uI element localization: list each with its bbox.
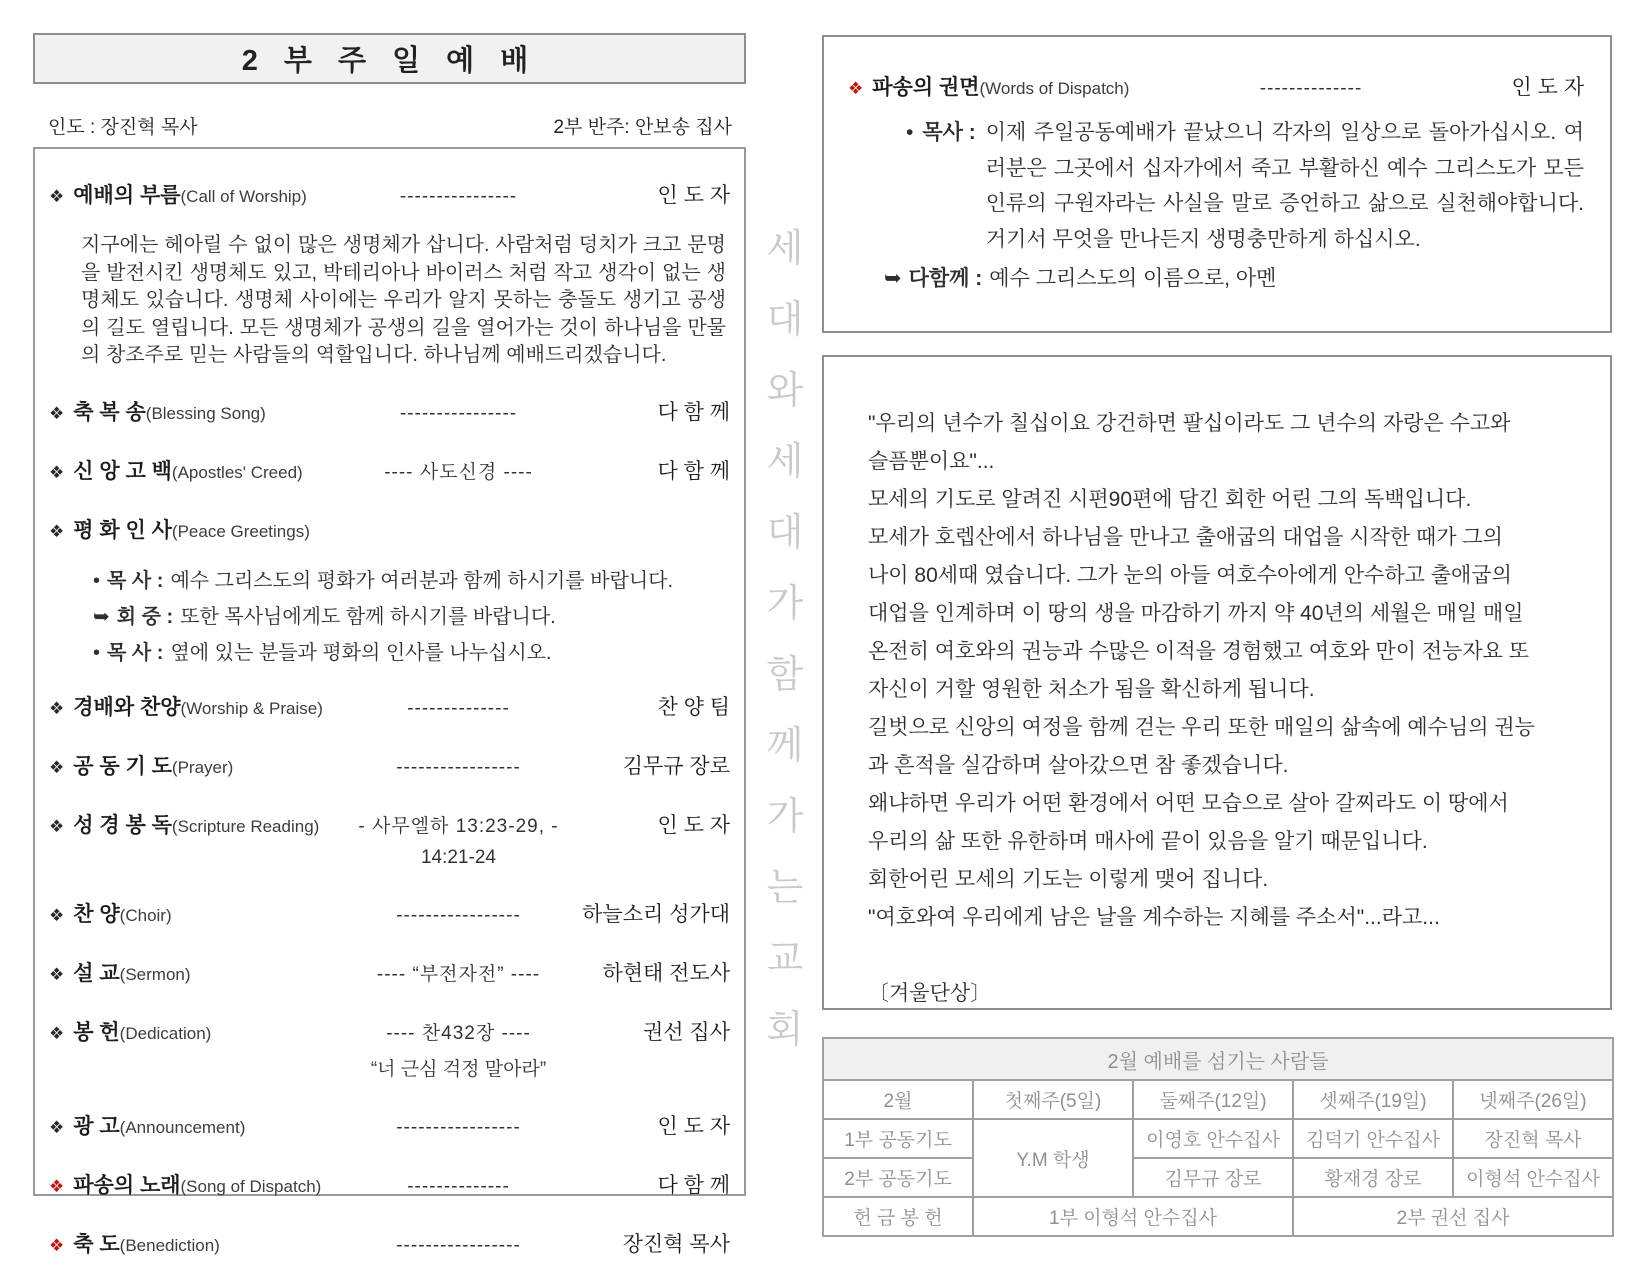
item-title-ko: 축 복 송 [73, 400, 146, 424]
worship-item-dispatch-song [49, 1169, 730, 1199]
speaker-label: 회 중 : [116, 605, 174, 628]
item-title-en: (Sermon) [119, 964, 191, 984]
item-performer: 하현태 전도사 [602, 961, 730, 985]
row-label: 헌 금 봉 헌 [823, 1197, 973, 1236]
item-title-ko: 평 화 인 사 [73, 518, 172, 542]
call-of-worship-text: 지구에는 헤아릴 수 없이 많은 생명체가 삽니다. 사람처럼 덩치가 크고 문명을 발전시킨 생명체도 있고, 박테리아나 바이러스 처럼 작고 생각이 없는 생명체도 있습니다. 생명체 사이에는 우리가 알지 못하는 충돌도 생기고 공생의 길도 열립니다. 모든 생명체가 공생의 길을 열어가는 것이 하나님을 만물의 창조주로 믿는 사람들의 역할입니다. 하나님께 예배드리겠습니다. [81, 234, 726, 367]
table-cell: 이영호 안수집사 [1133, 1119, 1293, 1158]
leader-row [48, 112, 732, 139]
item-title-ko: 봉 헌 [73, 1020, 120, 1044]
dispatch-pastor-text: 이제 주일공동예배가 끝났으니 각자의 일상으로 돌아가십시오. 여러분은 그곳에서 십자가에서 죽고 부활하신 예수 그리스도가 모든 인류의 구원자라는 사실을 말로 증언하고 삶으로 실천해야합니다. 거기서 무엇을 만나든지 생명충만하게 하십시오. [985, 121, 1584, 252]
dialogue-text: 옆에 있는 분들과 평화의 인사를 나누십시오. [170, 641, 552, 664]
words-of-dispatch-box [822, 35, 1612, 333]
meditation-line: 과 흔적을 실감하며 살아갔으면 참 좋겠습니다. [868, 754, 1289, 777]
speaker-label: 목 사 : [107, 641, 164, 664]
item-title-ko: 경배와 찬양 [73, 695, 181, 719]
item-performer: 하늘소리 성가대 [582, 902, 730, 926]
watermark-char: 와 [766, 370, 804, 412]
table-row [823, 1158, 1613, 1197]
diamond-bullet-icon: ❖ [49, 757, 65, 777]
item-dashes: -------------- [1259, 78, 1363, 99]
item-performer: 인 도 자 [657, 1114, 730, 1138]
item-title-en: (Call of Worship) [180, 187, 307, 206]
serving-people-table [822, 1037, 1614, 1237]
item-title-en: (Prayer) [171, 757, 234, 777]
worship-item-scripture [49, 809, 730, 869]
hymn-number: ---- 찬432장 ---- [386, 1022, 531, 1044]
worship-item-praise [49, 691, 730, 721]
dialogue-line [93, 564, 730, 593]
item-dashes: -------------- [407, 1175, 510, 1197]
item-dashes: ---- 사도신경 ---- [384, 461, 533, 483]
watermark-char: 회 [766, 1009, 804, 1051]
service-leader: 인도 : 장진혁 목사 [48, 117, 198, 138]
item-dashes: -------------- [407, 697, 510, 719]
dialogue-line [93, 636, 730, 665]
item-performer: 인 도 자 [1511, 76, 1584, 99]
dot-bullet-icon: • [93, 641, 101, 664]
diamond-bullet-icon: ❖ [49, 521, 65, 541]
item-title-en: (Choir) [119, 905, 172, 925]
worship-item-benediction [49, 1228, 730, 1258]
meditation-line: 대업을 인계하며 이 땅의 생을 마감하기 까지 약 40년의 세월은 매일 매일 [868, 602, 1524, 625]
table-cell: 1부 이형석 안수집사 [973, 1197, 1293, 1236]
meditation-box [822, 355, 1612, 1010]
table-cell: 2부 권선 집사 [1293, 1197, 1613, 1236]
worship-item-prayer [49, 750, 730, 780]
table-cell: 김무규 장로 [1133, 1158, 1293, 1197]
item-title-ko: 공 동 기 도 [73, 754, 172, 778]
item-title-en: (Words of Dispatch) [979, 79, 1130, 98]
watermark-char: 는 [766, 867, 804, 909]
meditation-line: 길벗으로 신앙의 여정을 함께 걷는 우리 또한 매일의 삶속에 예수님의 권능 [868, 716, 1535, 739]
watermark-char: 가 [766, 796, 804, 838]
diamond-bullet-icon: ❖ [49, 816, 65, 836]
watermark-char: 세 [766, 441, 804, 483]
watermark-char: 가 [766, 583, 804, 625]
watermark-char: 교 [766, 938, 804, 980]
watermark-char: 함 [766, 654, 804, 696]
item-dashes: ----------------- [396, 1116, 521, 1138]
item-dashes: ----------------- [396, 756, 521, 778]
item-performer: 인 도 자 [657, 184, 730, 207]
worship-item-creed [49, 455, 730, 485]
item-title-en: (Worship & Praise) [180, 698, 323, 718]
diamond-bullet-icon: ❖ [49, 1235, 65, 1255]
item-title-en: (Scripture Reading) [171, 816, 320, 836]
table-title-row [823, 1038, 1613, 1080]
hymn-title: “너 근심 걱정 말아라” [370, 1058, 547, 1080]
table-row [823, 1119, 1613, 1158]
service-title: 2 부 주 일 예 배 [33, 33, 746, 84]
peace-greetings-dialogue [93, 564, 730, 665]
item-performer: 다 함 께 [657, 400, 730, 424]
item-performer: 김무규 장로 [622, 754, 730, 778]
watermark-char: 께 [766, 725, 804, 767]
col-header: 2월 [823, 1080, 973, 1119]
watermark-char: 대 [766, 512, 804, 554]
vertical-motto-watermark [762, 230, 808, 1082]
speaker-label: 목사 : [922, 121, 976, 144]
speaker-label: 다함께 : [908, 266, 983, 290]
meditation-signature: 〔겨울단상〕 [868, 982, 992, 1005]
diamond-bullet-icon: ❖ [848, 79, 864, 98]
diamond-bullet-icon: ❖ [49, 905, 65, 925]
item-dashes: ----------------- [396, 904, 521, 926]
watermark-char: 세 [766, 228, 804, 270]
item-performer: 권선 집사 [643, 1020, 730, 1044]
worship-item-sermon [49, 957, 730, 987]
reply-arrow-icon: ➥ [93, 605, 110, 628]
item-performer: 인 도 자 [657, 813, 730, 837]
worship-item-choir [49, 898, 730, 928]
meditation-line: "우리의 년수가 칠십이요 강건하면 팔십이라도 그 년수의 자랑은 수고와 [868, 412, 1511, 435]
item-dashes: ---------------- [399, 186, 518, 207]
order-of-worship-box [33, 147, 746, 1256]
worship-item-call [49, 179, 730, 209]
meditation-line: 자신이 거할 영원한 처소가 됨을 확신하게 됩니다. [868, 678, 1315, 701]
diamond-bullet-icon: ❖ [49, 964, 65, 984]
row-label: 1부 공동기도 [823, 1119, 973, 1158]
item-performer: 찬 양 팀 [657, 695, 730, 719]
item-title-ko: 축 도 [73, 1232, 120, 1256]
table-cell: Y.M 학생 [973, 1119, 1133, 1197]
item-title-ko: 설 교 [73, 961, 120, 985]
diamond-bullet-icon: ❖ [49, 462, 65, 482]
meditation-line [868, 937, 1572, 975]
table-cell: 김덕기 안수집사 [1293, 1119, 1453, 1158]
meditation-line: 모세가 호렙산에서 하나님을 만나고 출애굽의 대업을 시작한 때가 그의 [868, 526, 1503, 549]
diamond-bullet-icon: ❖ [49, 1117, 65, 1137]
watermark-char: 대 [766, 299, 804, 341]
col-header: 넷째주(26일) [1453, 1080, 1613, 1119]
item-title-ko: 성 경 봉 독 [73, 813, 172, 837]
diamond-bullet-icon: ❖ [49, 698, 65, 718]
diamond-bullet-icon: ❖ [49, 1176, 65, 1196]
row-label: 2부 공동기도 [823, 1158, 973, 1197]
item-dashes: ----------------- [396, 1234, 521, 1256]
meditation-line: 회한어린 모세의 기도는 이렇게 맺어 집니다. [868, 868, 1269, 891]
item-title-en: (Announcement) [119, 1117, 246, 1137]
dot-bullet-icon: • [906, 121, 914, 144]
item-title-en: (Song of Dispatch) [180, 1176, 322, 1196]
worship-item-announcement [49, 1110, 730, 1140]
item-title-en: (Peace Greetings) [171, 521, 310, 541]
item-performer: 다 함 께 [657, 1173, 730, 1197]
col-header: 둘째주(12일) [1133, 1080, 1293, 1119]
item-title-en: (Dedication) [119, 1023, 212, 1043]
dispatch-pastor-line [906, 115, 1584, 258]
dot-bullet-icon: • [93, 569, 101, 592]
reply-arrow-icon: ➥ [884, 266, 902, 290]
diamond-bullet-icon: ❖ [49, 1023, 65, 1043]
item-title-en: (Apostles' Creed) [171, 462, 303, 482]
dialogue-text: 예수 그리스도의 평화가 여러분과 함께 하시기를 바랍니다. [170, 569, 674, 592]
meditation-line: 모세의 기도로 알려진 시편90편에 담긴 회한 어린 그의 독백입니다. [868, 488, 1472, 511]
table-title: 2월 예배를 섬기는 사람들 [823, 1038, 1613, 1080]
item-title-ko: 파송의 권면 [872, 76, 980, 99]
speaker-label: 목 사 : [107, 569, 164, 592]
dispatch-all-text: 예수 그리스도의 이름으로, 아멘 [989, 266, 1277, 290]
col-header: 첫째주(5일) [973, 1080, 1133, 1119]
item-title-ko: 파송의 노래 [73, 1173, 181, 1197]
scripture-reference: - 사무엘하 13:23-29, - [358, 815, 559, 837]
item-dashes: ---------------- [399, 402, 518, 424]
diamond-bullet-icon: ❖ [49, 403, 65, 423]
item-performer: 다 함 께 [657, 459, 730, 483]
item-title-en: (Blessing Song) [145, 403, 266, 423]
dispatch-all-line [884, 262, 1584, 292]
table-cell: 황재경 장로 [1293, 1158, 1453, 1197]
sermon-title: ---- “부전자전” ---- [376, 963, 541, 985]
meditation-line: 나이 80세때 였습니다. 그가 눈의 아들 여호수아에게 안수하고 출애굽의 [868, 564, 1512, 587]
col-header: 셋째주(19일) [1293, 1080, 1453, 1119]
scripture-reference-line2: 14:21-24 [420, 846, 496, 868]
meditation-line: 슬픔뿐이요"... [868, 450, 995, 473]
item-title-ko: 예배의 부름 [73, 184, 181, 207]
meditation-line: 왜냐하면 우리가 어떤 환경에서 어떤 모습으로 살아 갈찌라도 이 땅에서 [868, 792, 1509, 815]
item-title-ko: 광 고 [73, 1114, 120, 1138]
item-performer: 장진혁 목사 [622, 1232, 730, 1256]
worship-item-dedication [49, 1016, 730, 1081]
meditation-line: "여호와여 우리에게 남은 날을 계수하는 지혜를 주소서"...라고... [868, 906, 1440, 929]
table-cell: 장진혁 목사 [1453, 1119, 1613, 1158]
diamond-bullet-icon: ❖ [49, 187, 65, 206]
worship-item-blessing-song [49, 396, 730, 426]
dialogue-text: 또한 목사님에게도 함께 하시기를 바랍니다. [180, 605, 556, 628]
table-header-row [823, 1080, 1613, 1119]
meditation-line: 우리의 삶 또한 유한하며 매사에 끝이 있음을 알기 때문입니다. [868, 830, 1428, 853]
table-cell: 이형석 안수집사 [1453, 1158, 1613, 1197]
service-accompanist: 2부 반주: 안보송 집사 [553, 117, 732, 138]
dispatch-title-row [848, 71, 1584, 101]
item-title-ko: 신 앙 고 백 [73, 459, 172, 483]
item-title-ko: 찬 양 [73, 902, 120, 926]
item-title-en: (Benediction) [119, 1235, 220, 1255]
worship-item-peace-greetings [49, 514, 730, 544]
dialogue-line [93, 600, 730, 629]
meditation-line: 온전히 여호와의 권능과 수많은 이적을 경험했고 여호와 만이 전능자요 또 [868, 640, 1530, 663]
table-row [823, 1197, 1613, 1236]
